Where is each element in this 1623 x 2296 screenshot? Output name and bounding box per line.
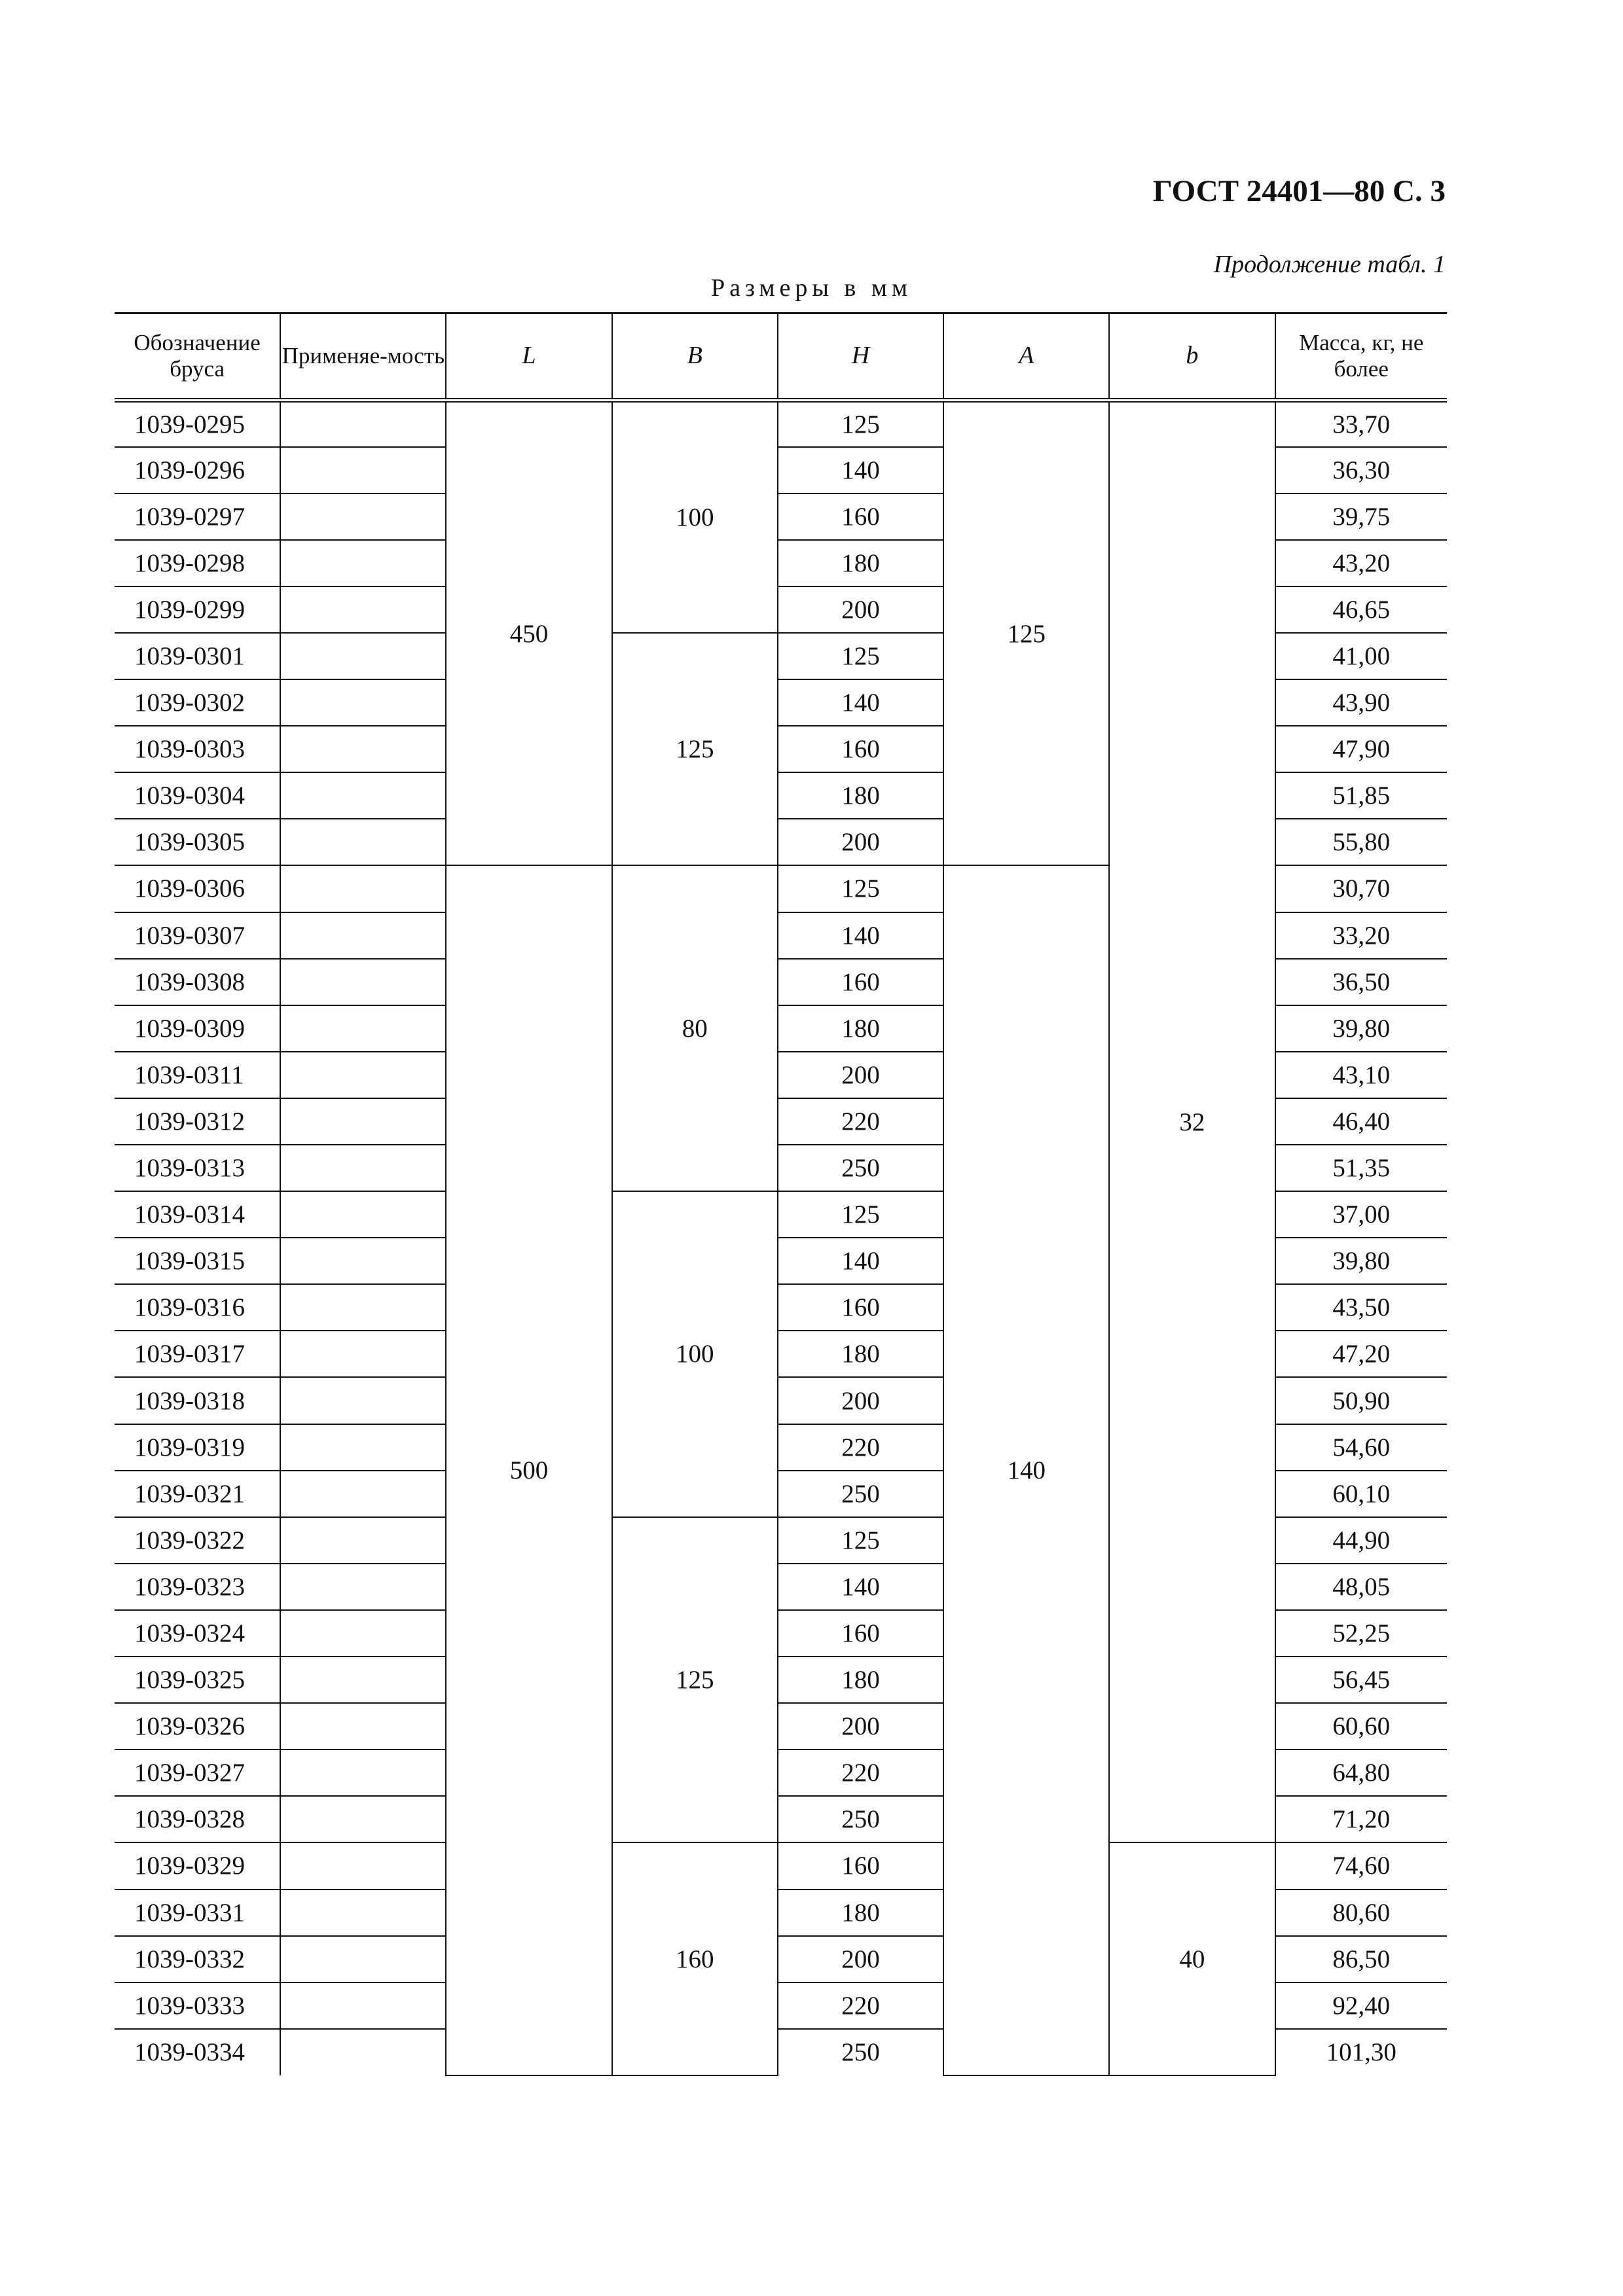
cell-H: 160 [778,1842,943,1889]
cell-code: 1039-0299 [115,586,280,633]
cell-applicability [280,679,446,726]
cell-applicability [280,401,446,447]
cell-H: 125 [778,401,943,447]
cell-mass: 60,60 [1275,1703,1447,1749]
cell-applicability [280,959,446,1005]
cell-code: 1039-0305 [115,819,280,865]
cell-applicability [280,493,446,540]
column-header-b: b [1109,314,1275,401]
cell-mass: 47,90 [1275,726,1447,772]
cell-code: 1039-0296 [115,447,280,493]
cell-b: 32 [1109,401,1275,1843]
cell-applicability [280,1610,446,1657]
cell-code: 1039-0295 [115,401,280,447]
column-header-L: L [446,314,611,401]
cell-code: 1039-0326 [115,1703,280,1749]
cell-code: 1039-0308 [115,959,280,1005]
cell-code: 1039-0318 [115,1377,280,1424]
cell-mass: 39,80 [1275,1238,1447,1284]
cell-applicability [280,447,446,493]
cell-applicability [280,2029,446,2075]
cell-applicability [280,1796,446,1842]
cell-applicability [280,1098,446,1145]
cell-applicability [280,726,446,772]
cell-applicability [280,865,446,912]
cell-H: 125 [778,1517,943,1564]
cell-code: 1039-0333 [115,1982,280,2029]
cell-mass: 55,80 [1275,819,1447,865]
column-header-code: Обозначение бруса [115,314,280,401]
cell-code: 1039-0321 [115,1471,280,1517]
cell-mass: 33,70 [1275,401,1447,447]
cell-mass: 48,05 [1275,1564,1447,1610]
cell-H: 160 [778,726,943,772]
cell-code: 1039-0302 [115,679,280,726]
cell-H: 250 [778,1796,943,1842]
cell-code: 1039-0317 [115,1331,280,1377]
cell-H: 180 [778,1005,943,1052]
cell-H: 200 [778,1936,943,1982]
cell-applicability [280,1145,446,1191]
cell-code: 1039-0309 [115,1005,280,1052]
cell-mass: 52,25 [1275,1610,1447,1657]
cell-H: 160 [778,1284,943,1331]
cell-H: 250 [778,1471,943,1517]
cell-H: 160 [778,1610,943,1657]
cell-mass: 86,50 [1275,1936,1447,1982]
cell-H: 160 [778,493,943,540]
cell-mass: 33,20 [1275,912,1447,959]
cell-H: 125 [778,1191,943,1238]
units-caption: Размеры в мм [711,274,912,302]
cell-code: 1039-0332 [115,1936,280,1982]
cell-code: 1039-0301 [115,633,280,679]
cell-B: 160 [612,1842,778,2075]
cell-H: 140 [778,1564,943,1610]
cell-applicability [280,1471,446,1517]
cell-H: 140 [778,912,943,959]
cell-applicability [280,1564,446,1610]
cell-B: 100 [612,1191,778,1517]
cell-H: 220 [778,1982,943,2029]
cell-applicability [280,1191,446,1238]
cell-applicability [280,1052,446,1098]
cell-applicability [280,1982,446,2029]
cell-mass: 46,40 [1275,1098,1447,1145]
cell-mass: 43,90 [1275,679,1447,726]
cell-applicability [280,1424,446,1471]
cell-mass: 43,20 [1275,540,1447,586]
cell-code: 1039-0331 [115,1890,280,1936]
cell-code: 1039-0319 [115,1424,280,1471]
cell-B: 125 [612,633,778,865]
cell-code: 1039-0329 [115,1842,280,1889]
cell-B: 100 [612,401,778,633]
cell-mass: 36,30 [1275,447,1447,493]
cell-A: 125 [943,401,1109,866]
cell-H: 220 [778,1098,943,1145]
cell-code: 1039-0328 [115,1796,280,1842]
cell-applicability [280,1377,446,1424]
cell-H: 180 [778,1890,943,1936]
cell-mass: 39,80 [1275,1005,1447,1052]
cell-applicability [280,819,446,865]
cell-code: 1039-0316 [115,1284,280,1331]
cell-H: 220 [778,1424,943,1471]
cell-code: 1039-0312 [115,1098,280,1145]
cell-H: 200 [778,1377,943,1424]
cell-H: 200 [778,1052,943,1098]
cell-B: 125 [612,1517,778,1843]
cell-mass: 37,00 [1275,1191,1447,1238]
cell-code: 1039-0325 [115,1657,280,1703]
cell-mass: 80,60 [1275,1890,1447,1936]
cell-applicability [280,772,446,819]
cell-applicability [280,1890,446,1936]
cell-code: 1039-0314 [115,1191,280,1238]
cell-H: 140 [778,1238,943,1284]
cell-code: 1039-0322 [115,1517,280,1564]
table-header-row [115,314,1447,401]
cell-code: 1039-0334 [115,2029,280,2075]
document-header: ГОСТ 24401—80 С. 3 [1152,174,1446,208]
cell-applicability [280,1331,446,1377]
cell-applicability [280,1749,446,1796]
cell-H: 180 [778,1657,943,1703]
cell-mass: 41,00 [1275,633,1447,679]
cell-L: 500 [446,865,611,2075]
cell-applicability [280,1238,446,1284]
cell-code: 1039-0306 [115,865,280,912]
cell-H: 200 [778,586,943,633]
cell-applicability [280,1517,446,1564]
cell-code: 1039-0313 [115,1145,280,1191]
specification-table [115,312,1447,2076]
cell-H: 140 [778,679,943,726]
cell-mass: 44,90 [1275,1517,1447,1564]
column-header-mass: Масса, кг, не более [1275,314,1447,401]
table-continuation-note: Продолжение табл. 1 [1213,251,1446,278]
cell-applicability [280,540,446,586]
cell-H: 200 [778,819,943,865]
cell-code: 1039-0304 [115,772,280,819]
cell-mass: 74,60 [1275,1842,1447,1889]
cell-mass: 71,20 [1275,1796,1447,1842]
cell-B: 80 [612,865,778,1191]
cell-H: 140 [778,447,943,493]
cell-applicability [280,912,446,959]
cell-mass: 92,40 [1275,1982,1447,2029]
column-header-H: H [778,314,943,401]
column-header-B: B [612,314,778,401]
cell-H: 250 [778,1145,943,1191]
cell-applicability [280,1284,446,1331]
cell-H: 125 [778,865,943,912]
cell-H: 180 [778,1331,943,1377]
cell-mass: 43,10 [1275,1052,1447,1098]
cell-mass: 64,80 [1275,1749,1447,1796]
cell-mass: 51,35 [1275,1145,1447,1191]
cell-mass: 56,45 [1275,1657,1447,1703]
table-row [115,401,1447,447]
cell-H: 250 [778,2029,943,2075]
cell-b: 40 [1109,1842,1275,2075]
cell-L: 450 [446,401,611,866]
cell-mass: 51,85 [1275,772,1447,819]
table-row [115,1842,1447,1889]
cell-mass: 60,10 [1275,1471,1447,1517]
cell-applicability [280,1657,446,1703]
cell-code: 1039-0303 [115,726,280,772]
cell-H: 160 [778,959,943,1005]
cell-applicability [280,1936,446,1982]
cell-H: 200 [778,1703,943,1749]
cell-mass: 43,50 [1275,1284,1447,1331]
table-body [115,401,1447,2075]
cell-H: 125 [778,633,943,679]
cell-mass: 46,65 [1275,586,1447,633]
cell-code: 1039-0315 [115,1238,280,1284]
cell-mass: 50,90 [1275,1377,1447,1424]
cell-applicability [280,1842,446,1889]
cell-code: 1039-0298 [115,540,280,586]
cell-mass: 30,70 [1275,865,1447,912]
cell-applicability [280,633,446,679]
cell-code: 1039-0297 [115,493,280,540]
cell-code: 1039-0307 [115,912,280,959]
cell-mass: 47,20 [1275,1331,1447,1377]
cell-applicability [280,1703,446,1749]
cell-code: 1039-0311 [115,1052,280,1098]
column-header-applicability: Применяе-мость [280,314,446,401]
cell-H: 180 [778,540,943,586]
cell-H: 220 [778,1749,943,1796]
cell-mass: 39,75 [1275,493,1447,540]
cell-mass: 101,30 [1275,2029,1447,2075]
column-header-A: A [943,314,1109,401]
cell-mass: 54,60 [1275,1424,1447,1471]
cell-applicability [280,1005,446,1052]
cell-code: 1039-0324 [115,1610,280,1657]
cell-A: 140 [943,865,1109,2075]
cell-applicability [280,586,446,633]
cell-code: 1039-0327 [115,1749,280,1796]
cell-code: 1039-0323 [115,1564,280,1610]
cell-mass: 36,50 [1275,959,1447,1005]
cell-H: 180 [778,772,943,819]
